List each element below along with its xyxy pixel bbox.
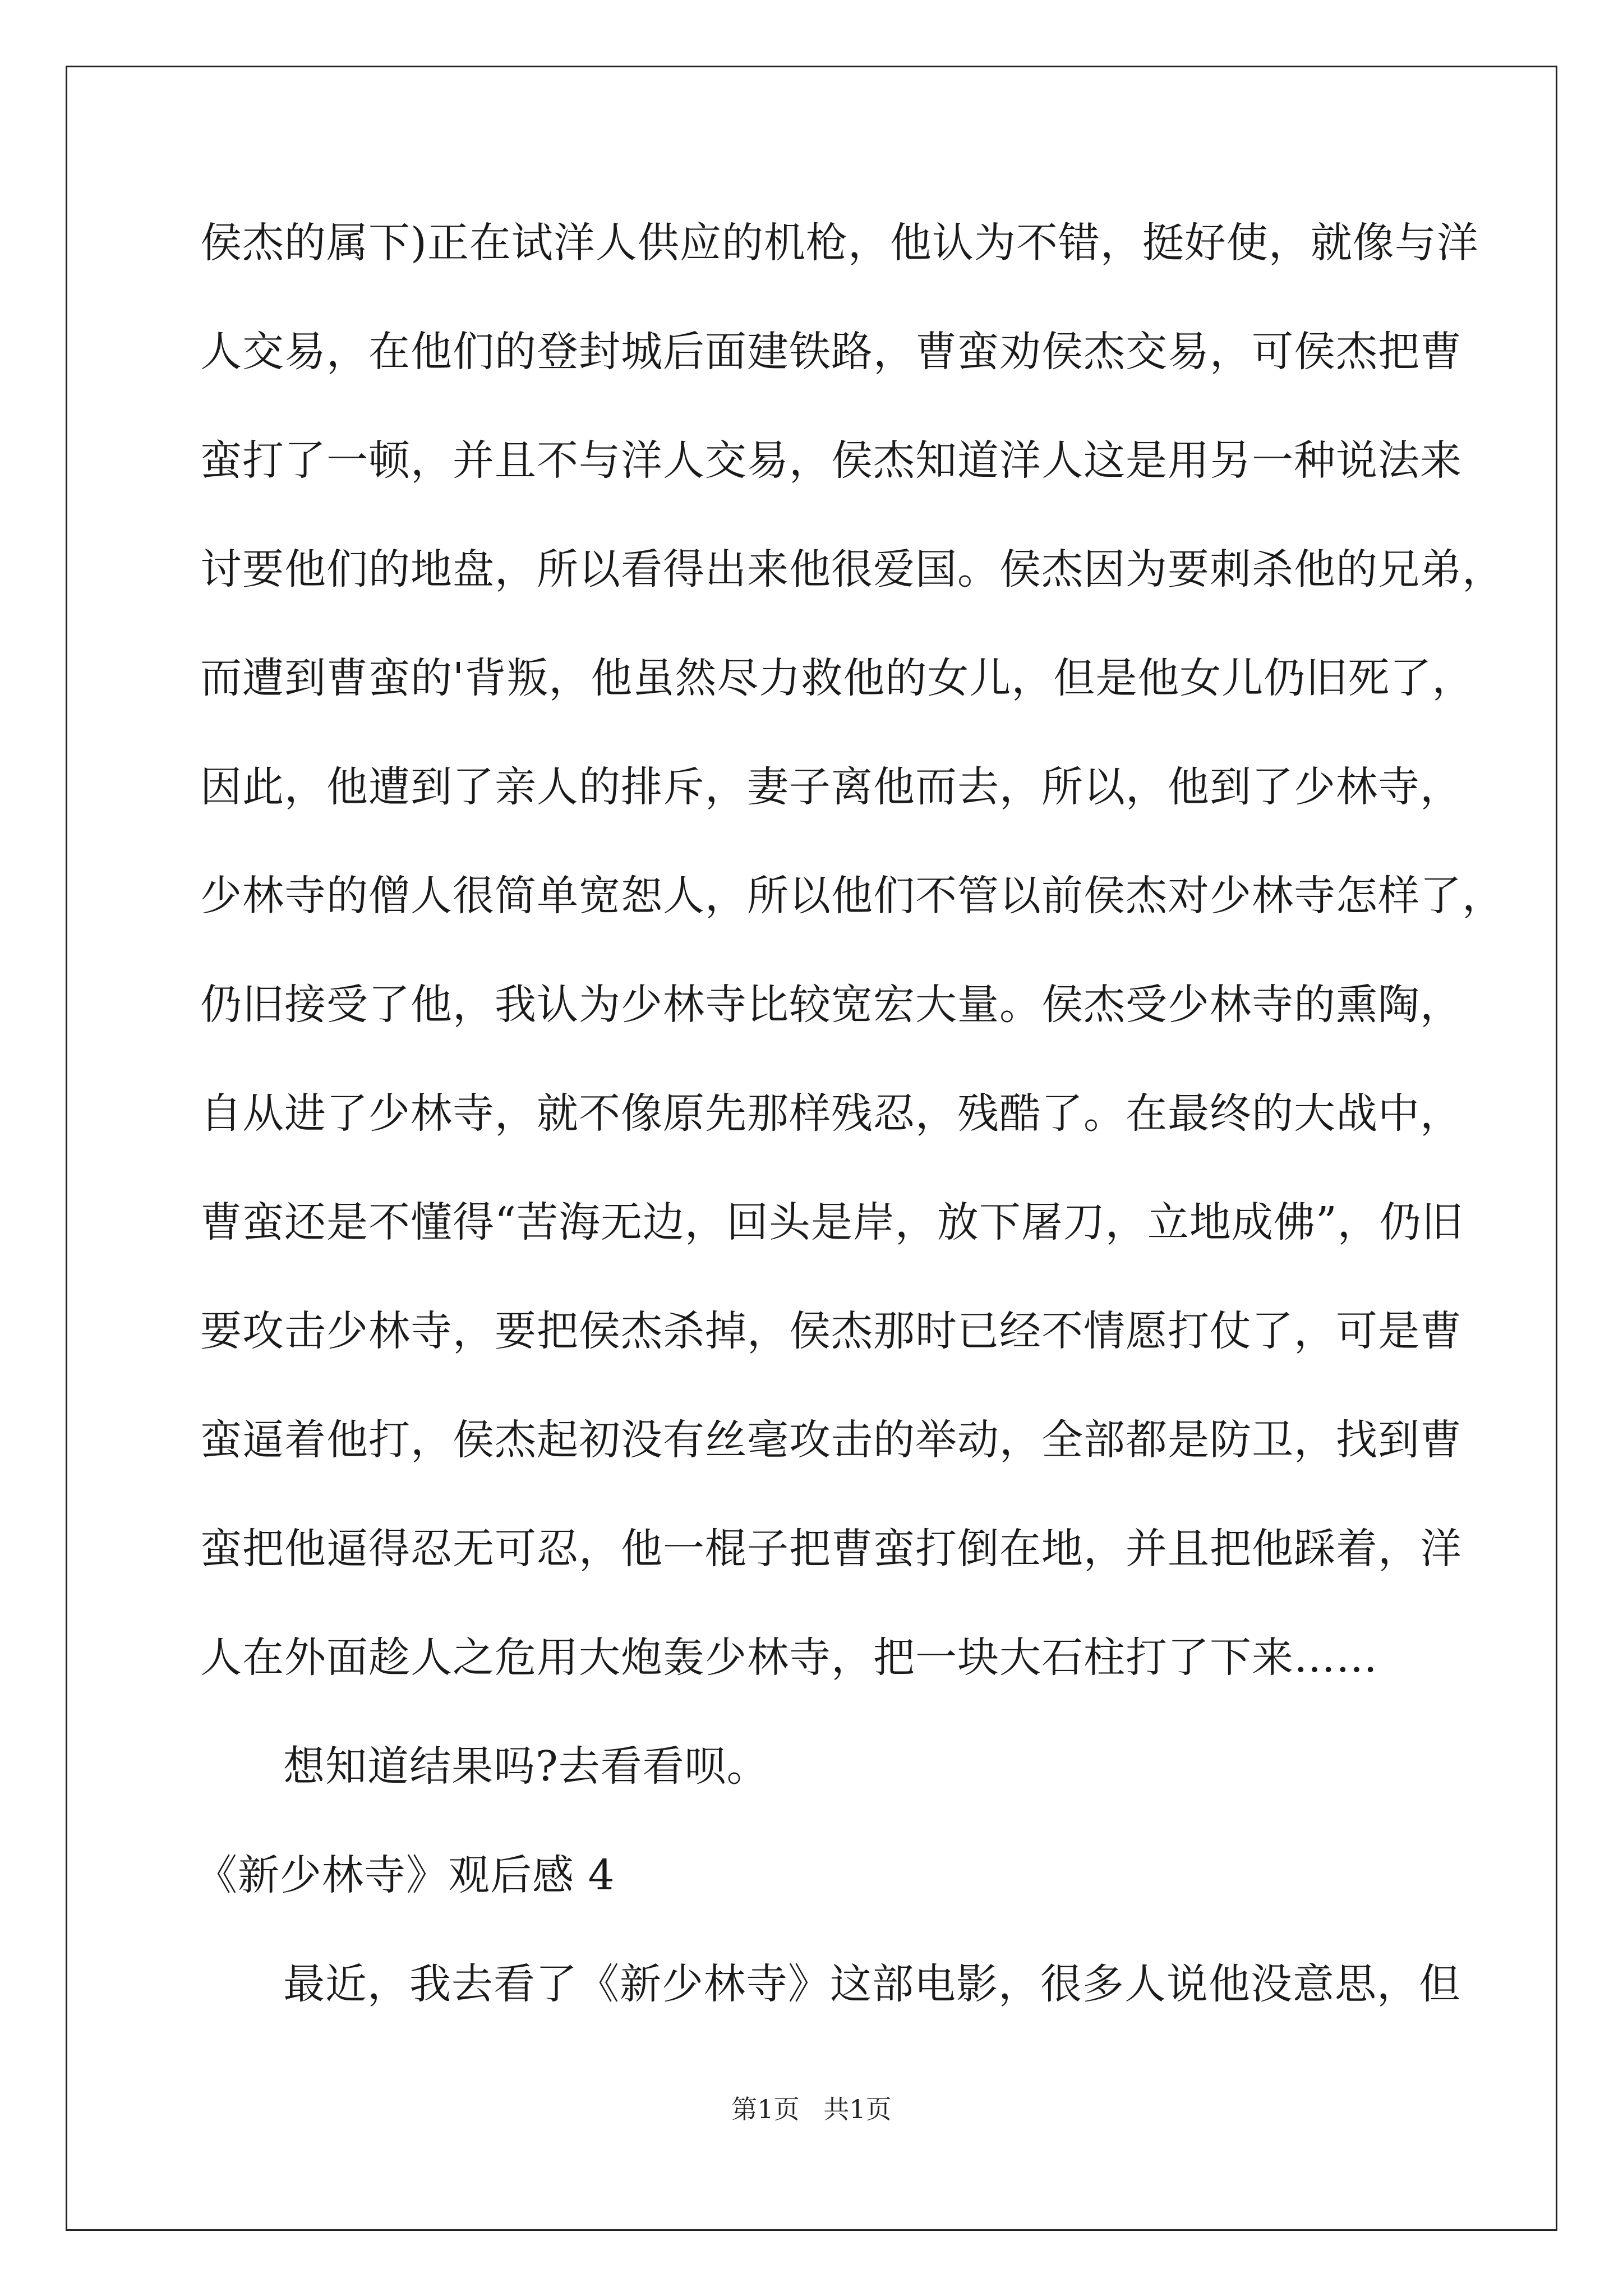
body-line: 自从进了少林寺，就不像原先那样残忍，残酷了。在最终的大战中， [200, 1089, 1462, 1138]
body-line: 仍旧接受了他，我认为少林寺比较宽宏大量。侯杰受少林寺的熏陶， [200, 981, 1462, 1029]
body-line: 蛮打了一顿，并且不与洋人交易，侯杰知道洋人这是用另一种说法来 [200, 436, 1462, 485]
body-line: 侯杰的属下)正在试洋人供应的机枪，他认为不错，挺好使，就像与洋 [200, 219, 1479, 267]
page-total: 共1页 [823, 2094, 892, 2124]
body-line: 人在外面趁人之危用大炮轰少林寺，把一块大石柱打了下来…… [200, 1634, 1378, 1682]
closing-paragraph: 想知道结果吗?去看看呗。 [283, 1742, 769, 1791]
body-line: 蛮把他逼得忍无可忍，他一棍子把曹蛮打倒在地，并且把他踩着，洋 [200, 1525, 1462, 1573]
body-line: 曹蛮还是不懂得“苦海无边，回头是岸，放下屠刀，立地成佛”，仍旧 [200, 1198, 1464, 1246]
body-line: 蛮逼着他打，侯杰起初没有丝毫攻击的举动，全部都是防卫，找到曹 [200, 1416, 1462, 1464]
next-paragraph-start: 最近，我去看了《新少林寺》这部电影，很多人说他没意思，但 [283, 1960, 1461, 2008]
page-footer [0, 2092, 1623, 2126]
body-line: 而遭到曹蛮的'背叛，他虽然尽力救他的女儿，但是他女儿仍旧死了， [200, 654, 1474, 702]
body-line: 少林寺的僧人很简单宽恕人，所以他们不管以前侯杰对少林寺怎样了， [200, 872, 1504, 920]
section-heading: 《新少林寺》观后感 4 [196, 1851, 615, 1899]
document-body [196, 216, 1504, 2066]
body-line: 要攻击少林寺，要把侯杰杀掉，侯杰那时已经不情愿打仗了，可是曹 [200, 1307, 1462, 1355]
body-line: 讨要他们的地盘，所以看得出来他很爱国。侯杰因为要刺杀他的兄弟， [200, 545, 1504, 593]
page-number: 第1页 [731, 2094, 800, 2124]
body-line: 人交易，在他们的登封城后面建铁路，曹蛮劝侯杰交易，可侯杰把曹 [200, 328, 1462, 376]
body-line: 因此，他遭到了亲人的排斥，妻子离他而去，所以，他到了少林寺， [200, 763, 1462, 811]
